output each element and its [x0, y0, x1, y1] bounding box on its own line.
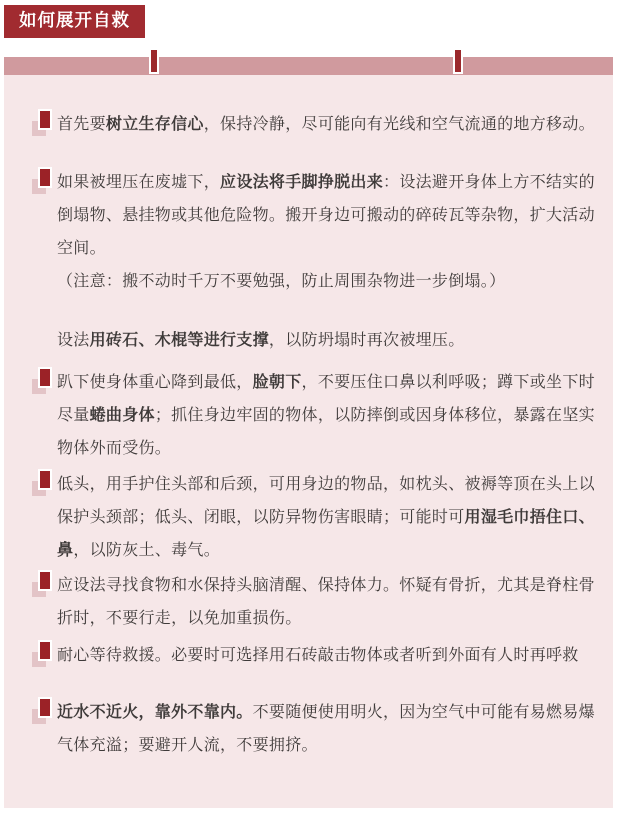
- bullet-icon: [32, 165, 57, 198]
- list-item: [32, 365, 598, 464]
- text-segment: 耐心等待救援。必要时可选择用石砖敲击物体或者听到外面有人时再呼救: [57, 645, 579, 664]
- text-segment: 首先要: [57, 114, 106, 133]
- text-segment-bold: 近水不近火，靠外不靠内。: [57, 702, 253, 721]
- text-segment-bold: 用湿毛巾捂住口、鼻: [57, 507, 595, 559]
- text-segment-bold: 应设法将手脚挣脱出来: [220, 172, 384, 191]
- paragraph-text: [57, 695, 597, 761]
- text-segment: 趴下使身体重心降到最低，: [57, 372, 253, 391]
- text-segment: ，保持冷静，尽可能向有光线和空气流通的地方移动。: [203, 114, 595, 133]
- text-segment: （注意：搬不动时千万不要勉强，防止周围杂物进一步倒塌。）: [57, 271, 506, 290]
- text-segment-bold: 蜷曲身体: [89, 405, 155, 424]
- bullet-icon: [32, 365, 57, 398]
- band-marker-icon: [149, 48, 159, 74]
- bullet-red-square: [38, 697, 52, 718]
- band-marker-icon: [453, 48, 463, 74]
- bullet-icon: [32, 695, 57, 728]
- bullet-spacer: [32, 264, 57, 297]
- list-item: [32, 568, 598, 634]
- bullet-icon: [32, 568, 57, 601]
- bullet-icon: [32, 467, 57, 500]
- text-segment: ，以防坍塌时再次被埋压。: [268, 330, 465, 349]
- page-title: 如何展开自救: [4, 5, 145, 38]
- text-segment: 低头，用手护住头部和后颈，可用身边的物品，如枕头、被褥等顶在头上以保护头颈部；低头、闭眼，以防异物伤害眼睛；可能时可: [57, 474, 595, 526]
- bullet-icon: [32, 107, 57, 140]
- bullet-red-square: [38, 570, 52, 591]
- bullet-red-square: [38, 109, 52, 130]
- bullet-icon: [32, 638, 57, 671]
- text-segment: ，以防灰土、毒气。: [73, 540, 221, 559]
- paragraph-text: [57, 323, 597, 356]
- list-item: [32, 638, 598, 671]
- text-segment-bold: 脸朝下: [252, 372, 302, 391]
- paragraph-text: [57, 165, 597, 264]
- paragraph-text: [57, 264, 597, 297]
- bullet-spacer: [32, 323, 57, 356]
- paragraph-list: [32, 107, 598, 761]
- bullet-red-square: [38, 167, 52, 188]
- text-segment: ，不要压住口鼻以利呼吸；蹲下或坐下时尽量: [57, 372, 595, 424]
- paragraph-text: [57, 467, 597, 566]
- list-item: [32, 467, 598, 566]
- bullet-red-square: [38, 469, 52, 490]
- content-box: [4, 75, 613, 808]
- paragraph-text: [57, 568, 597, 634]
- paragraph-text: [57, 365, 597, 464]
- list-item: [32, 323, 598, 356]
- text-segment-bold: 用砖石、木棍等进行支撑: [89, 330, 269, 349]
- list-item: [32, 107, 598, 140]
- text-segment-bold: 树立生存信心: [105, 114, 204, 133]
- text-segment: 不要随便使用明火，因为空气中可能有易燃易爆气体充溢；要避开人流，不要拥挤。: [57, 702, 595, 754]
- list-item: [32, 695, 598, 761]
- text-segment: ；抓住身边牢固的物体，以防摔倒或因身体移位，暴露在坚实物体外而受伤。: [57, 405, 595, 457]
- list-item: [32, 264, 598, 297]
- text-segment: 如果被埋压在废墟下，: [57, 172, 221, 191]
- text-segment: 设法: [57, 330, 90, 349]
- text-segment: 应设法寻找食物和水保持头脑清醒、保持体力。怀疑有骨折，尤其是脊柱骨折时，不要行走，以免加重损伤。: [57, 575, 595, 627]
- paragraph-text: [57, 638, 597, 671]
- decor-band: [4, 57, 613, 75]
- paragraph-text: [57, 107, 597, 140]
- list-item: [32, 165, 598, 264]
- bullet-red-square: [38, 640, 52, 661]
- bullet-red-square: [38, 367, 52, 388]
- text-segment: ：设法避开身体上方不结实的倒塌物、悬挂物或其他危险物。搬开身边可搬动的碎砖瓦等杂物，扩大活动空间。: [57, 172, 595, 257]
